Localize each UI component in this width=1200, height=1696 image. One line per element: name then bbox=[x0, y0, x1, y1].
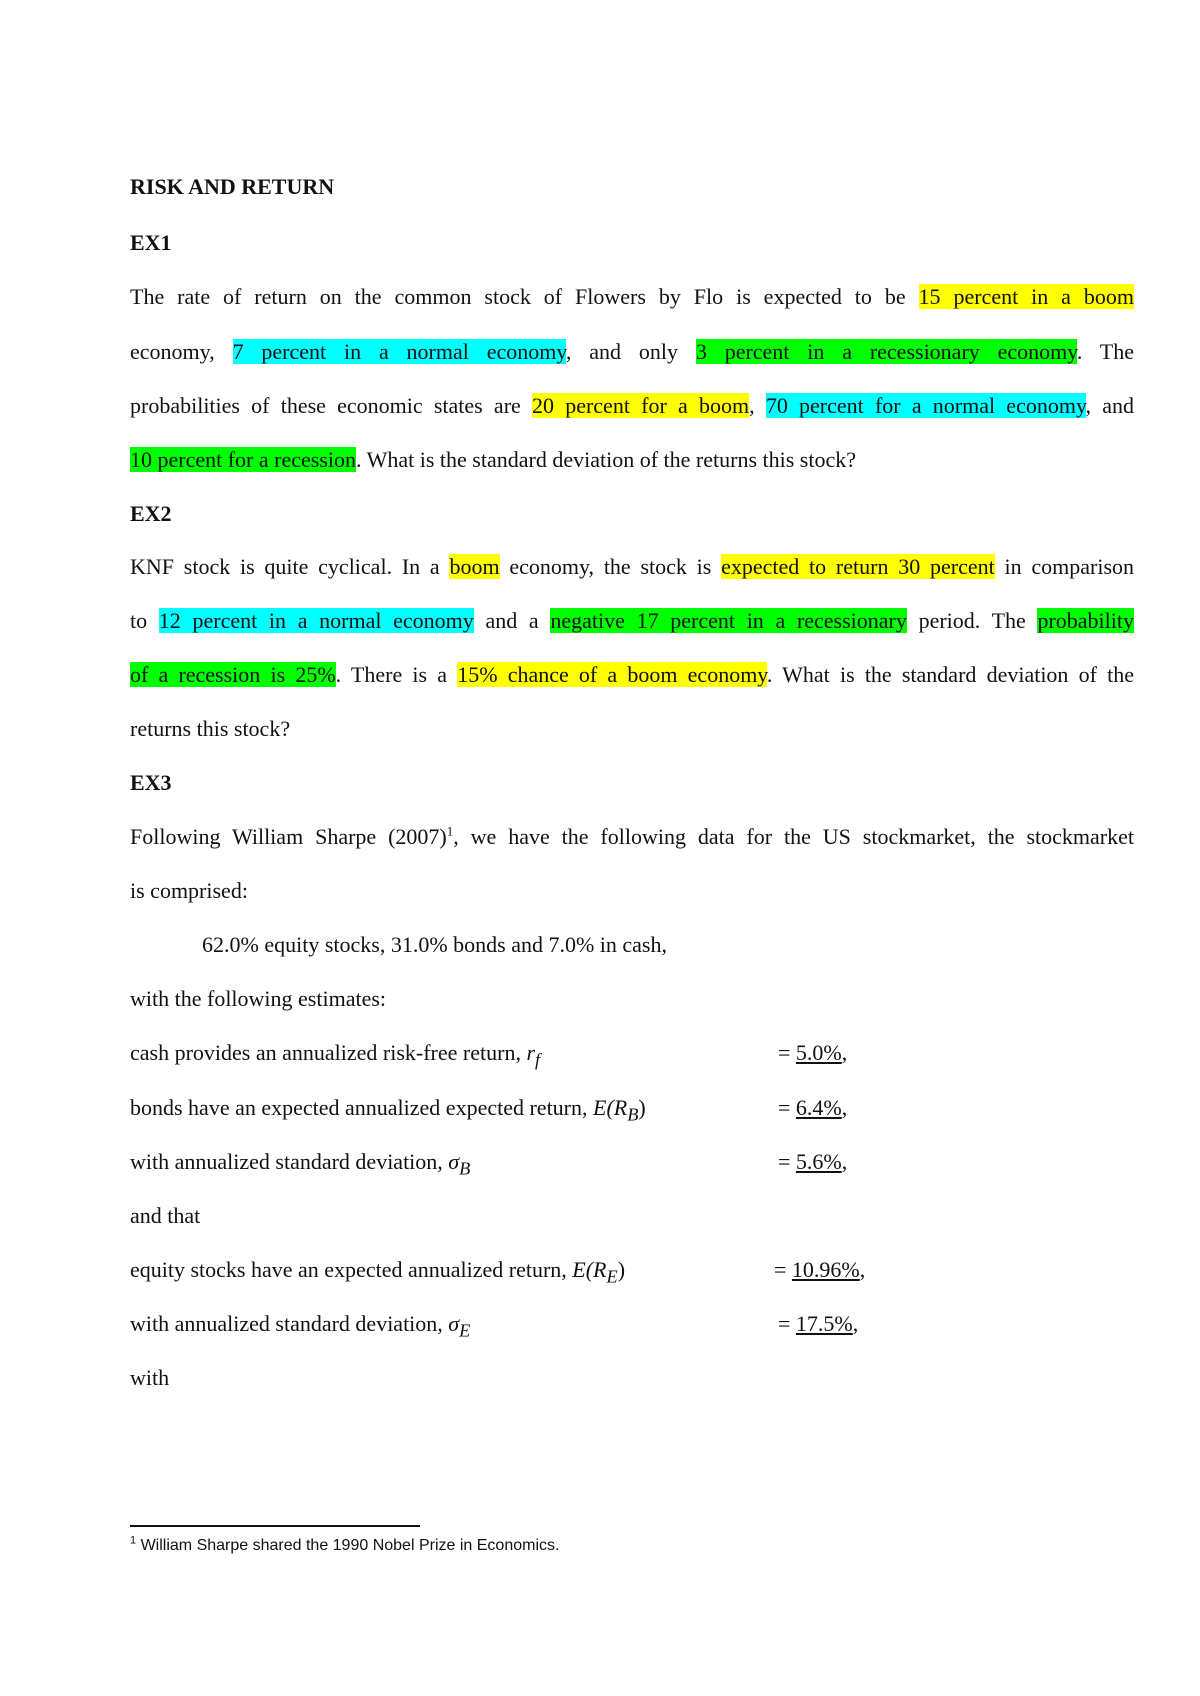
row-value bbox=[778, 1310, 858, 1338]
comma: , bbox=[859, 1257, 866, 1282]
highlight-boom: boom bbox=[449, 554, 500, 579]
value: 10.96% bbox=[791, 1257, 860, 1282]
text-run: . The bbox=[1076, 339, 1134, 364]
row-sub: E bbox=[459, 1320, 471, 1341]
text-run: . What is the standard deviation of the bbox=[766, 662, 1134, 687]
highlight-recession-return: negative 17 percent in a recessionary bbox=[550, 608, 907, 633]
value: 5.6% bbox=[795, 1149, 842, 1174]
equals: = bbox=[778, 1311, 796, 1336]
row-var: σ bbox=[448, 1149, 460, 1174]
highlight-normal-probability: 70 percent for a normal economy bbox=[765, 393, 1086, 418]
highlight-normal-return: 12 percent in a normal economy bbox=[158, 608, 474, 633]
comma: , bbox=[841, 1040, 848, 1065]
ex1-line-3 bbox=[130, 392, 1134, 420]
estimate-row-equity-return bbox=[130, 1256, 1134, 1290]
ex3-heading: EX3 bbox=[130, 770, 172, 795]
ex1-line-1 bbox=[130, 283, 1134, 311]
row-var: E(R bbox=[593, 1095, 628, 1120]
row-value bbox=[774, 1256, 865, 1284]
equals: = bbox=[778, 1095, 796, 1120]
highlight-recession-probability: of a recession is 25% bbox=[130, 662, 336, 687]
footnote-ref[interactable]: 1 bbox=[446, 823, 454, 839]
text-run: Following William Sharpe (2007) bbox=[130, 824, 447, 849]
highlight-boom-return: 15 percent in a boom bbox=[918, 284, 1134, 309]
ex3-line-4: with the following estimates: bbox=[130, 986, 387, 1011]
ex1-line-2 bbox=[130, 338, 1134, 366]
ex2-line-1 bbox=[130, 553, 1134, 581]
text-run: economy, the stock is bbox=[499, 554, 722, 579]
allocation-line: 62.0% equity stocks, 31.0% bonds and 7.0% in cash, bbox=[202, 932, 667, 957]
text-run: probabilities of these economic states are bbox=[130, 393, 532, 418]
row-var: σ bbox=[448, 1311, 460, 1336]
row-var: E(R bbox=[572, 1257, 607, 1282]
row-value bbox=[778, 1094, 847, 1122]
estimate-row-equity-sd bbox=[130, 1310, 1134, 1344]
highlight-boom-probability: 20 percent for a boom bbox=[532, 393, 750, 418]
row-label: equity stocks have an expected annualized return, bbox=[130, 1257, 573, 1282]
estimate-row-cash bbox=[130, 1039, 1134, 1073]
ex2-heading: EX2 bbox=[130, 501, 172, 526]
row-close: ) bbox=[638, 1095, 646, 1120]
row-sub: B bbox=[459, 1158, 471, 1179]
ex2-line-4: returns this stock? bbox=[130, 716, 291, 741]
ex1-heading: EX1 bbox=[130, 230, 172, 255]
estimate-row-bond-return bbox=[130, 1094, 1134, 1128]
text-run: , bbox=[749, 393, 766, 418]
text-run: , we have the following data for the US stockmarket, the stockmarket bbox=[453, 824, 1134, 849]
and-that-line: and that bbox=[130, 1203, 201, 1228]
footnote-mark: 1 bbox=[130, 1534, 137, 1547]
text-run: economy, bbox=[130, 339, 233, 364]
row-value bbox=[778, 1039, 847, 1067]
footnote-text: William Sharpe shared the 1990 Nobel Prize in Economics. bbox=[136, 1537, 560, 1554]
text-run: , and only bbox=[565, 339, 696, 364]
ex2-line-3 bbox=[130, 661, 1134, 689]
text-run: KNF stock is quite cyclical. In a bbox=[130, 554, 450, 579]
footnote-divider bbox=[130, 1525, 420, 1527]
comma: , bbox=[841, 1095, 848, 1120]
row-label: cash provides an annualized risk-free return, bbox=[130, 1040, 527, 1065]
text-run: and a bbox=[473, 608, 551, 633]
highlight-normal-return: 7 percent in a normal economy bbox=[232, 339, 566, 364]
ex3-line-2: is comprised: bbox=[130, 878, 248, 903]
value: 6.4% bbox=[795, 1095, 842, 1120]
highlight-recession-return: 3 percent in a recessionary economy bbox=[695, 339, 1077, 364]
text-run: period. The bbox=[906, 608, 1038, 633]
text-run: . What is the standard deviation of the returns this stock? bbox=[356, 447, 856, 472]
text-run: to bbox=[130, 608, 159, 633]
footnote bbox=[130, 1536, 559, 1556]
row-label: with annualized standard deviation, bbox=[130, 1149, 449, 1174]
highlight-probability: probability bbox=[1037, 608, 1134, 633]
comma: , bbox=[841, 1149, 848, 1174]
comma: , bbox=[852, 1311, 859, 1336]
ex3-line-1 bbox=[130, 823, 1134, 851]
text-run: in comparison bbox=[994, 554, 1135, 579]
row-sub: E bbox=[606, 1266, 618, 1287]
highlight-recession-probability: 10 percent for a recession bbox=[130, 447, 357, 472]
text-run: The rate of return on the common stock of Flowers by Flo is expected to be bbox=[130, 284, 919, 309]
highlight-boom-probability: 15% chance of a boom economy bbox=[457, 662, 767, 687]
document-title: RISK AND RETURN bbox=[130, 174, 335, 199]
ex1-line-4 bbox=[130, 446, 856, 474]
text-run: . There is a bbox=[335, 662, 458, 687]
estimate-row-bond-sd bbox=[130, 1148, 1134, 1182]
text-run: , and bbox=[1085, 393, 1135, 418]
highlight-boom-return: expected to return 30 percent bbox=[721, 554, 995, 579]
row-var: r bbox=[526, 1040, 536, 1065]
row-sub: f bbox=[535, 1049, 541, 1070]
ex2-line-2 bbox=[130, 607, 1134, 635]
equals: = bbox=[774, 1257, 792, 1282]
with-line: with bbox=[130, 1365, 170, 1390]
equals: = bbox=[778, 1040, 796, 1065]
row-label: with annualized standard deviation, bbox=[130, 1311, 449, 1336]
row-value bbox=[778, 1148, 847, 1176]
value: 5.0% bbox=[795, 1040, 842, 1065]
row-label: bonds have an expected annualized expected return, bbox=[130, 1095, 594, 1120]
row-sub: B bbox=[627, 1104, 639, 1125]
value: 17.5% bbox=[795, 1311, 853, 1336]
equals: = bbox=[778, 1149, 796, 1174]
row-close: ) bbox=[617, 1257, 626, 1282]
